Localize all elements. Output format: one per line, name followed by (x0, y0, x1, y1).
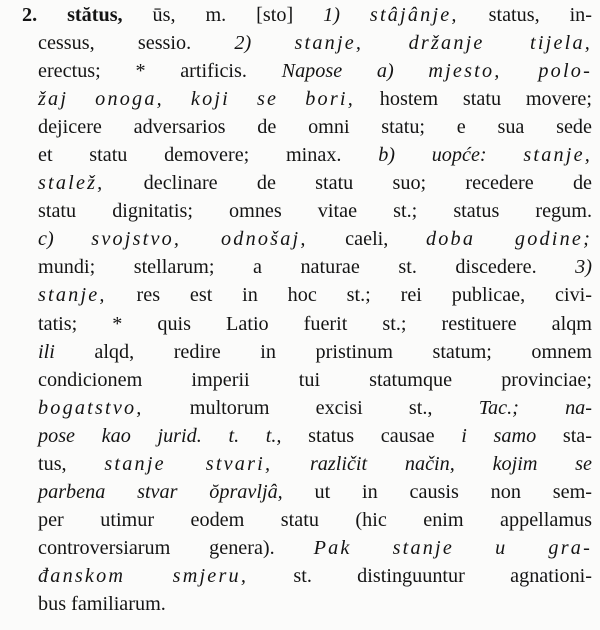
latin-text: cessus, sessio. (38, 32, 235, 55)
italic-text: c) (38, 228, 92, 251)
entry-line (22, 534, 592, 562)
latin-text: mundi; stellarum; a naturae st. discedere. (38, 256, 576, 279)
latin-text (272, 453, 310, 475)
entry-line (22, 169, 592, 197)
latin-text: sta- (536, 424, 592, 447)
latin-text: statu dignitatis; omnes vitae st.; status regum. (38, 200, 592, 223)
latin-text: bus familiarum. (38, 592, 166, 615)
croatian-gloss: mjesto, polo- (428, 60, 592, 83)
entry-line (22, 57, 592, 85)
entry-line (22, 141, 592, 169)
croatian-gloss: žaj onoga, koji se bori, (38, 88, 355, 111)
latin-text: tatis; * quis Latio fuerit st.; restituere alqm (38, 312, 592, 335)
latin-text: alqd, redire in pristinum statum; omnem (54, 340, 592, 363)
entry-line (22, 197, 592, 225)
latin-text: per utimur eodem statu (hic enim appellamus (38, 508, 592, 531)
croatian-gloss: Pak stanje u gra- (313, 536, 592, 559)
croatian-gloss: stanje stvari, (104, 452, 273, 475)
latin-text: erectus; * artificis. (38, 60, 282, 83)
italic-text: 1) (323, 4, 370, 26)
entry-line (22, 281, 592, 309)
entry-line (22, 590, 592, 618)
croatian-gloss: stanje, (38, 284, 107, 307)
croatian-gloss: stalež, (38, 172, 105, 195)
entry-line (22, 338, 592, 366)
latin-text: [sto] (256, 4, 324, 26)
latin-text: caeli, (307, 228, 426, 251)
italic-text: 2) (234, 32, 295, 55)
entry-line (22, 310, 592, 338)
entry-line (22, 366, 592, 394)
croatian-gloss: bogatstvo, (38, 396, 144, 419)
entry-line (22, 450, 592, 478)
entry-line (22, 225, 592, 253)
entry-line (22, 113, 592, 141)
latin-text: declinare de statu suo; recedere de (104, 172, 592, 195)
latin-text: et statu demovere; minax. (38, 144, 379, 167)
latin-text: multorum excisi st., (143, 396, 479, 419)
italic-text: Tac.; na- (478, 396, 592, 419)
entry-line (22, 506, 592, 534)
croatian-gloss: stanje, držanje tijela, (294, 32, 592, 55)
croatian-gloss: stâjânje, (369, 4, 459, 26)
italic-text: b) uopće: (378, 144, 524, 167)
entry-line (22, 562, 592, 590)
italic-text: Napose a) (281, 60, 429, 83)
italic-text: ili (38, 340, 55, 363)
entry-line (22, 394, 592, 422)
latin-text: controversiarum genera). (38, 536, 314, 559)
latin-text: status causae (281, 424, 462, 447)
latin-text: ūs, (152, 4, 206, 26)
italic-text: i samo (461, 424, 537, 447)
dictionary-entry (22, 0, 592, 618)
latin-text: dejicere adversarios de omni statu; e sua sede (38, 116, 592, 139)
entry-line (22, 29, 592, 57)
latin-text: ut in causis non sem- (282, 480, 592, 503)
latin-text: tus, (38, 452, 105, 475)
entry-number: 2. (22, 4, 38, 26)
entry-line (22, 478, 592, 506)
latin-text: m. (205, 4, 257, 26)
croatian-gloss: doba godine; (425, 228, 592, 251)
latin-text: status, in- (458, 4, 592, 26)
entry-line (22, 253, 592, 281)
headword: stătus, (67, 4, 123, 26)
entry-line (22, 1, 592, 29)
italic-text: 3) (575, 256, 592, 279)
croatian-gloss: đanskom smjeru, (38, 564, 249, 587)
latin-text: st. distinguuntur agnationi- (248, 564, 592, 587)
entry-line (22, 422, 592, 450)
croatian-gloss: svojstvo, odnošaj, (91, 228, 308, 251)
latin-text: hostem statu movere; (354, 88, 592, 111)
latin-text: res est in hoc st.; rei publicae, civi- (106, 284, 592, 307)
italic-text: pose kao jurid. t. t., (38, 424, 282, 447)
latin-text: condicionem imperii tui statumque provinciae; (38, 368, 592, 391)
italic-text: parbena stvar ŏpravljâ, (38, 480, 283, 503)
croatian-gloss: stanje, (523, 144, 592, 167)
italic-text: različit način, kojim se (309, 452, 592, 475)
entry-line (22, 85, 592, 113)
